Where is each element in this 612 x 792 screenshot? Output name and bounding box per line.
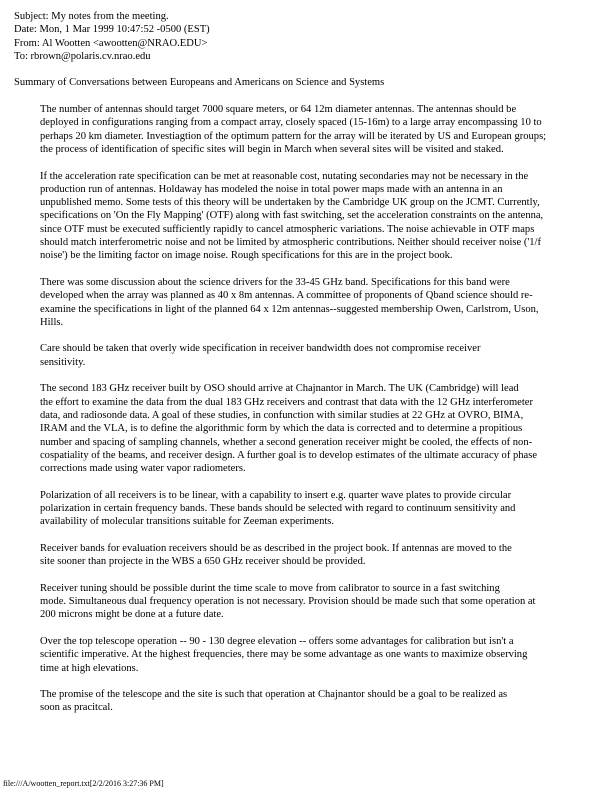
paragraph-line: polarization in certain frequency bands. These bands should be selected with regard to continuum sensitivity and: [40, 502, 516, 514]
paragraph-line: If the acceleration rate specification can be met at reasonable cost, nutating secondaries may not be necessary in the: [40, 170, 529, 182]
from-line: From: Al Wootten <awootten@NRAO.EDU>: [14, 37, 208, 49]
paragraph-line: The number of antennas should target 7000 square meters, or 64 12m diameter antennas. The antennas should be: [40, 104, 517, 116]
paragraph-line: production run of antennas. Holdaway has modeled the noise in total power maps made with an antenna in an: [40, 183, 503, 195]
paragraph-line: Receiver bands for evaluation receivers should be as described in the project book. If antennas are moved to the: [40, 542, 512, 554]
paragraph-line: scientific imperative. At the highest frequencies, there may be some advantage as one wants to maximize observing: [40, 649, 528, 661]
paragraph-line: mode. Simultaneous dual frequency operation is not necessary. Provision should be made such that some operation at: [40, 596, 536, 608]
paragraph-line: unpublished memo. Some tests of this theory will be undertaken by the Cambridge UK group on the JCMT. Currently,: [40, 197, 540, 209]
body-paragraph: [14, 582, 602, 622]
body-paragraph: [14, 170, 602, 263]
paragraph-line: time at high elevations.: [40, 662, 139, 674]
paragraph-line: examine the specifications in light of the planned 64 x 12m antennas--suggested membership Owen, Carlstrom, Uson,: [40, 303, 539, 315]
email-header: [14, 10, 602, 63]
paragraph-line: Care should be taken that overly wide specification in receiver bandwidth does not compromise receiver: [40, 343, 481, 355]
paragraph-line: cospatiality of the beams, and receiver design. A further goal is to develop estimates of the ultimate accuracy of phase: [40, 449, 537, 461]
subject-line: Subject: My notes from the meeting.: [14, 11, 169, 22]
paragraph-line: The promise of the telescope and the site is such that operation at Chajnantor should be a goal to be realized as: [40, 689, 508, 701]
paragraph-line: noise') be the limiting factor on image noise. Rough specifications for this are in the project book.: [40, 250, 453, 262]
paragraph-line: perhaps 20 km diameter. Investiagtion of the optimum pattern for the array will be iterated by US and European groups;: [40, 130, 547, 142]
paragraph-line: Receiver tuning should be possible durint the time scale to move from calibrator to source in a fast switching: [40, 582, 500, 594]
paragraph-line: number and spacing of sampling channels, whether a second generation receiver might be cooled, the effects of non-: [40, 436, 533, 448]
paragraph-line: availability of molecular transitions suitable for Zeeman experiments.: [40, 516, 335, 528]
body-paragraph: [14, 635, 602, 675]
paragraph-line: site sooner than projecte in the WBS a 650 GHz receiver should be provided.: [40, 556, 366, 568]
body-paragraph: [14, 489, 602, 529]
paragraph-line: sensitivity.: [40, 356, 86, 368]
paragraph-line: data, and radiosonde data. A goal of these studies, in confunction with similar studies at 22 GHz at OVRO, BIMA,: [40, 409, 524, 421]
paragraph-line: soon as pracitcal.: [40, 702, 113, 714]
paragraph-line: The second 183 GHz receiver built by OSO should arrive at Chajnantor in March. The UK (Cambridge) will lead: [40, 383, 519, 395]
paragraph-line: corrections made using water vapor radiometers.: [40, 463, 246, 475]
paragraph-line: Polarization of all receivers is to be linear, with a capability to insert e.g. quarter wave plates to provide circular: [40, 489, 512, 501]
paragraph-line: Hills.: [40, 316, 64, 328]
paragraph-line: the effort to examine the data from the dual 183 GHz receivers and contrast that data with the 12 GHz interferometer: [40, 396, 533, 408]
paragraph-line: There was some discussion about the science drivers for the 33-45 GHz band. Specifications for this band were: [40, 276, 510, 288]
body-paragraph: [14, 342, 602, 369]
date-line: Date: Mon, 1 Mar 1999 10:47:52 -0500 (EST): [14, 24, 210, 36]
body-paragraph: [14, 382, 602, 475]
body-paragraph: [14, 542, 602, 569]
to-line: To: rbrown@polaris.cv.nrao.edu: [14, 50, 151, 62]
paragraph-line: developed when the array was planned as 40 x 8m antennas. A committee of proponents of Qband science should re-: [40, 290, 533, 302]
paragraph-line: 200 microns might be done at a future date.: [40, 609, 224, 621]
file-path-footer: file:///A/wootten_report.txt[2/2/2016 3:27:36 PM]: [3, 779, 164, 788]
body-paragraphs: [14, 103, 602, 715]
paragraph-line: since OTF must be executed sufficiently rapidly to cancel atmospheric variations. The noise achievable in OTF maps: [40, 223, 535, 235]
paragraph-line: the process of identification of specific sites will begin in March when several sites will be visited and staked.: [40, 143, 504, 155]
paragraph-line: should match interferometric noise and not be limited by atmospheric contributions. Neither should receiver noise ('1/f: [40, 237, 541, 249]
paragraph-line: deployed in configurations ranging from a compact array, closely spaced (15-16m) to a large array encompassing 10 to: [40, 117, 542, 129]
body-paragraph: [14, 688, 602, 715]
summary-title: Summary of Conversations between Europeans and Americans on Science and Systems: [14, 77, 385, 89]
body-paragraph: [14, 276, 602, 329]
paragraph-line: IRAM and the VLA, is to define the algorithmic form by which the data is corrected and to determine a propitious: [40, 423, 523, 435]
body-paragraph: [14, 103, 602, 156]
paragraph-line: specifications on 'On the Fly Mapping' (OTF) along with fast switching, set the acceleration constraints on the antenna,: [40, 210, 544, 222]
paragraph-line: Over the top telescope operation -- 90 - 130 degree elevation -- offers some advantages for calibration but isn't a: [40, 635, 514, 647]
email-document: [14, 10, 602, 728]
